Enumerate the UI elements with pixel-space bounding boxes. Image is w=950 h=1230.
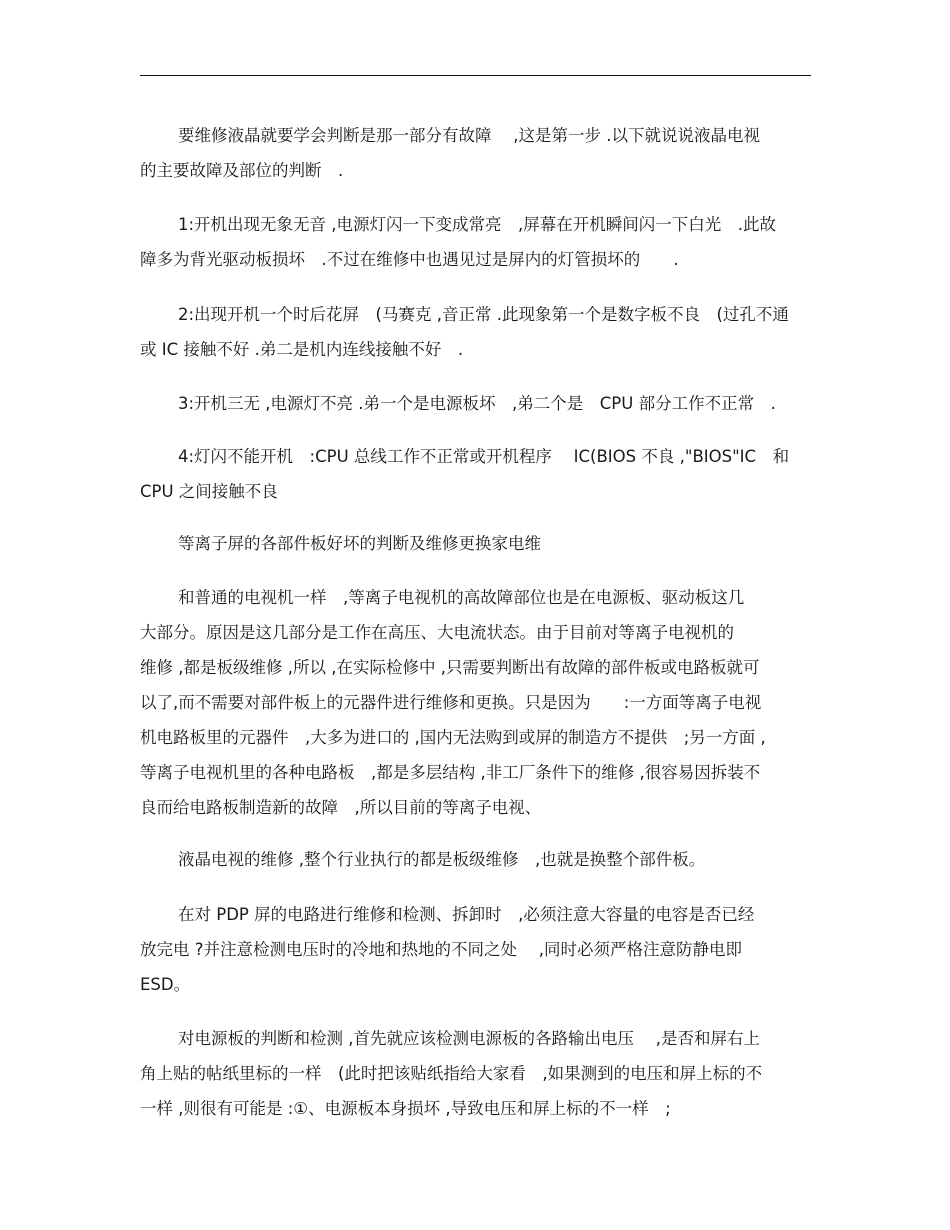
text-line: 或 IC 接触不好 .弟二是机内连线接触不好 .: [140, 340, 464, 359]
paragraph-plasma-body: [140, 580, 805, 825]
paragraph-intro: [140, 118, 805, 188]
paragraph-power-board: [140, 1021, 805, 1126]
text-line: 在对 PDP 屏的电路进行维修和检测、拆卸时 ,必须注意大容量的电容是否已经: [178, 905, 755, 924]
text-line: 要维修液晶就要学会判断是那一部分有故障 ,这是第一步 .以下就说说液晶电视: [178, 126, 760, 145]
paragraph-lcd-repair: [140, 842, 805, 877]
text-line: 机电路板里的元器件 ,大多为进口的 ,国内无法购到或屏的制造方不提供 ;另一方面 ,: [140, 728, 766, 747]
paragraph-fault-4: [140, 439, 805, 509]
text-line: 2:出现开机一个时后花屏 (马赛克 ,音正常 .此现象第一个是数字板不良 (过孔不通: [178, 305, 789, 324]
text-line: CPU 之间接触不良: [140, 482, 278, 501]
text-line: 的主要故障及部位的判断 .: [140, 161, 344, 180]
text-line: 角上贴的帖纸里标的一样 (此时把该贴纸指给大家看 ,如果测到的电压和屏上标的不: [140, 1064, 763, 1083]
paragraph-fault-2: [140, 297, 805, 367]
text-line: 3:开机三无 ,电源灯不亮 .弟一个是电源板坏 ,弟二个是 CPU 部分工作不正常 .: [178, 394, 776, 413]
text-line: 障多为背光驱动板损坏 .不过在维修中也遇见过是屏内的灯管损坏的 .: [140, 250, 679, 269]
text-line: 1:开机出现无象无音 ,电源灯闪一下变成常亮 ,屏幕在开机瞬间闪一下白光 .此故: [178, 215, 777, 234]
text-line: 等离子电视机里的各种电路板 ,都是多层结构 ,非工厂条件下的维修 ,很容易因拆装不: [140, 763, 761, 782]
text-line: 放完电 ?并注意检测电压时的冷地和热地的不同之处 ,同时必须严格注意防静电即: [140, 940, 742, 959]
text-line: 维修 ,都是板级维修 ,所以 ,在实际检修中 ,只需要判断出有故障的部件板或电路板就可: [140, 658, 760, 677]
text-line: 大部分。原因是这几部分是工作在高压、大电流状态。由于目前对等离子电视机的: [140, 623, 734, 642]
paragraph-fault-1: [140, 207, 805, 277]
text-line: 一样 ,则很有可能是 :①、电源板本身损坏 ,导致电压和屏上标的不一样 ;: [140, 1099, 671, 1118]
paragraph-pdp-safety: [140, 897, 805, 1002]
text-line: 良而给电路板制造新的故障 ,所以目前的等离子电视、: [140, 798, 542, 817]
text-line: 对电源板的判断和检测 ,首先就应该检测电源板的各路输出电压 ,是否和屏右上: [178, 1029, 760, 1048]
header-rule: [140, 75, 811, 76]
text-line: ESD。: [140, 975, 191, 994]
text-line: 4:灯闪不能开机 :CPU 总线工作不正常或开机程序 IC(BIOS 不良 ,"BIOS"IC 和: [178, 447, 790, 466]
paragraph-fault-3: [140, 386, 805, 421]
section-heading-plasma: [140, 526, 805, 561]
text-line: 和普通的电视机一样 ,等离子电视机的高故障部位也是在电源板、驱动板这几: [178, 588, 745, 607]
text-line: 液晶电视的维修 ,整个行业执行的都是板级维修 ,也就是换整个部件板。: [178, 850, 706, 869]
text-line: 以了,而不需要对部件板上的元器件进行维修和更换。只是因为 :一方面等离子电视: [140, 693, 762, 712]
text-line: 等离子屏的各部件板好坏的判断及维修更换家电维: [178, 534, 541, 553]
